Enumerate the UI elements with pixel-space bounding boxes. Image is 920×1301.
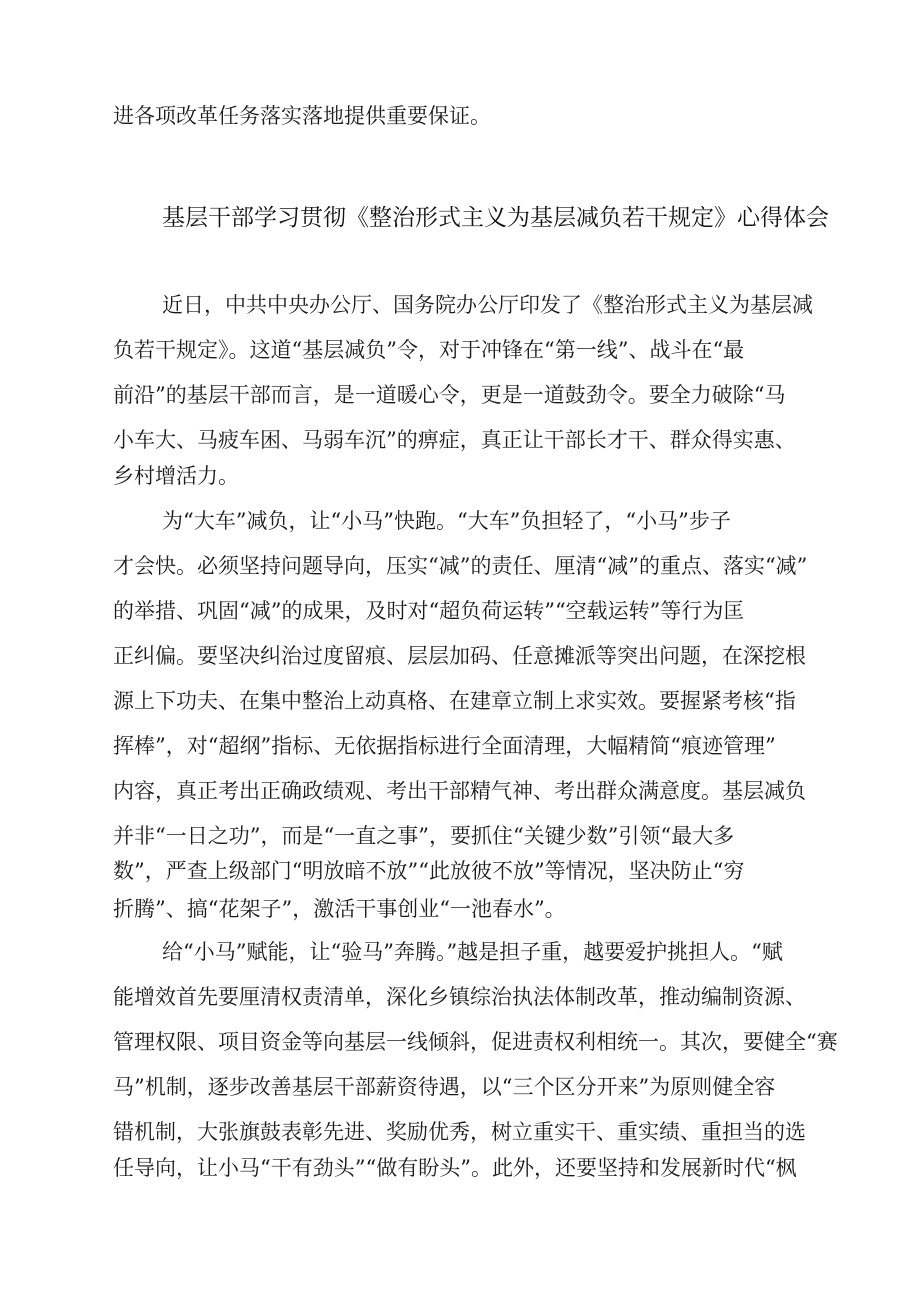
paragraph-3-line-1: 给“小马”赋能，让“验马”奔腾。”越是担子重，越要爱护挑担人。“赋 (162, 940, 783, 964)
paragraph-3-line-6: 任导向，让小马“干有劲头”“做有盼头”。此外，还要坚持和发展新时代“枫 (113, 1156, 797, 1180)
paragraph-2-line-10: 折腾”、搞“花架子”，激活干事创业“一池春水”。 (113, 897, 566, 921)
paragraph-2-line-9: 数”，严查上级部门“明放暗不放”“此放彼不放”等情况，坚决防止“穷 (113, 859, 745, 883)
paragraph-2-line-6: 挥棒”，对“超纲”指标、无依据指标进行全面清理，大幅精简“痕迹管理” (113, 734, 776, 758)
lead-line: 进各项改革任务落实落地提供重要保证。 (113, 104, 491, 128)
paragraph-2-line-7: 内容，真正考出正确政绩观、考出干部精气神、考出群众满意度。基层减负 (113, 779, 806, 803)
paragraph-3-line-4: 马”机制，逐步改善基层干部薪资待遇，以“三个区分开来”为原则健全容 (113, 1075, 776, 1099)
paragraph-2-line-4: 正纠偏。要坚决纠治过度留痕、层层加码、任意摊派等突出问题，在深挖根 (113, 644, 806, 668)
paragraph-2-line-1: 为“大车”减负，让“小马”快跑。“大车”负担轻了，“小马”步子 (162, 509, 731, 533)
paragraph-1-line-2: 负若干规定》。这道“基层减负”令，对于冲锋在“第一线”、战斗在“最 (113, 338, 745, 362)
article-title: 基层干部学习贯彻《整治形式主义为基层减负若干规定》心得体会 (162, 205, 829, 231)
paragraph-1-line-1: 近日，中共中央办公厅、国务院办公厅印发了《整治形式主义为基层减 (162, 293, 813, 317)
paragraph-3-line-5: 错机制，大张旗鼓表彰先进、奖励优秀，树立重实干、重实绩、重担当的选 (113, 1120, 806, 1144)
paragraph-2-line-5: 源上下功夫、在集中整治上动真格、在建章立制上求实效。要握紧考核“指 (113, 689, 796, 713)
paragraph-1-line-5: 乡村增活力。 (113, 464, 239, 488)
paragraph-2-line-2: 才会快。必须坚持问题导向，压实“减”的责任、厘清“减”的重点、落实“减” (113, 554, 808, 578)
paragraph-2-line-8: 并非“一日之功”，而是“一直之事”，要抓住“关键少数”引领“最大多 (113, 824, 735, 848)
paragraph-1-line-4: 小车大、马疲车困、马弱车沉”的痹症，真正让干部长才干、群众得实惠、 (113, 428, 796, 452)
paragraph-1-line-3: 前沿”的基层干部而言，是一道暖心令，更是一道鼓劲令。要全力破除“马 (113, 383, 786, 407)
paragraph-3-line-2: 能增效首先要厘清权责清单，深化乡镇综治执法体制改革，推动编制资源、 (113, 985, 806, 1009)
paragraph-2-line-3: 的举措、巩固“减”的成果，及时对“超负荷运转”“空载运转”等行为匡 (113, 599, 745, 623)
paragraph-3-line-3: 管理权限、项目资金等向基层一线倾斜，促进责权利相统一。其次，要健全“赛 (113, 1030, 838, 1054)
